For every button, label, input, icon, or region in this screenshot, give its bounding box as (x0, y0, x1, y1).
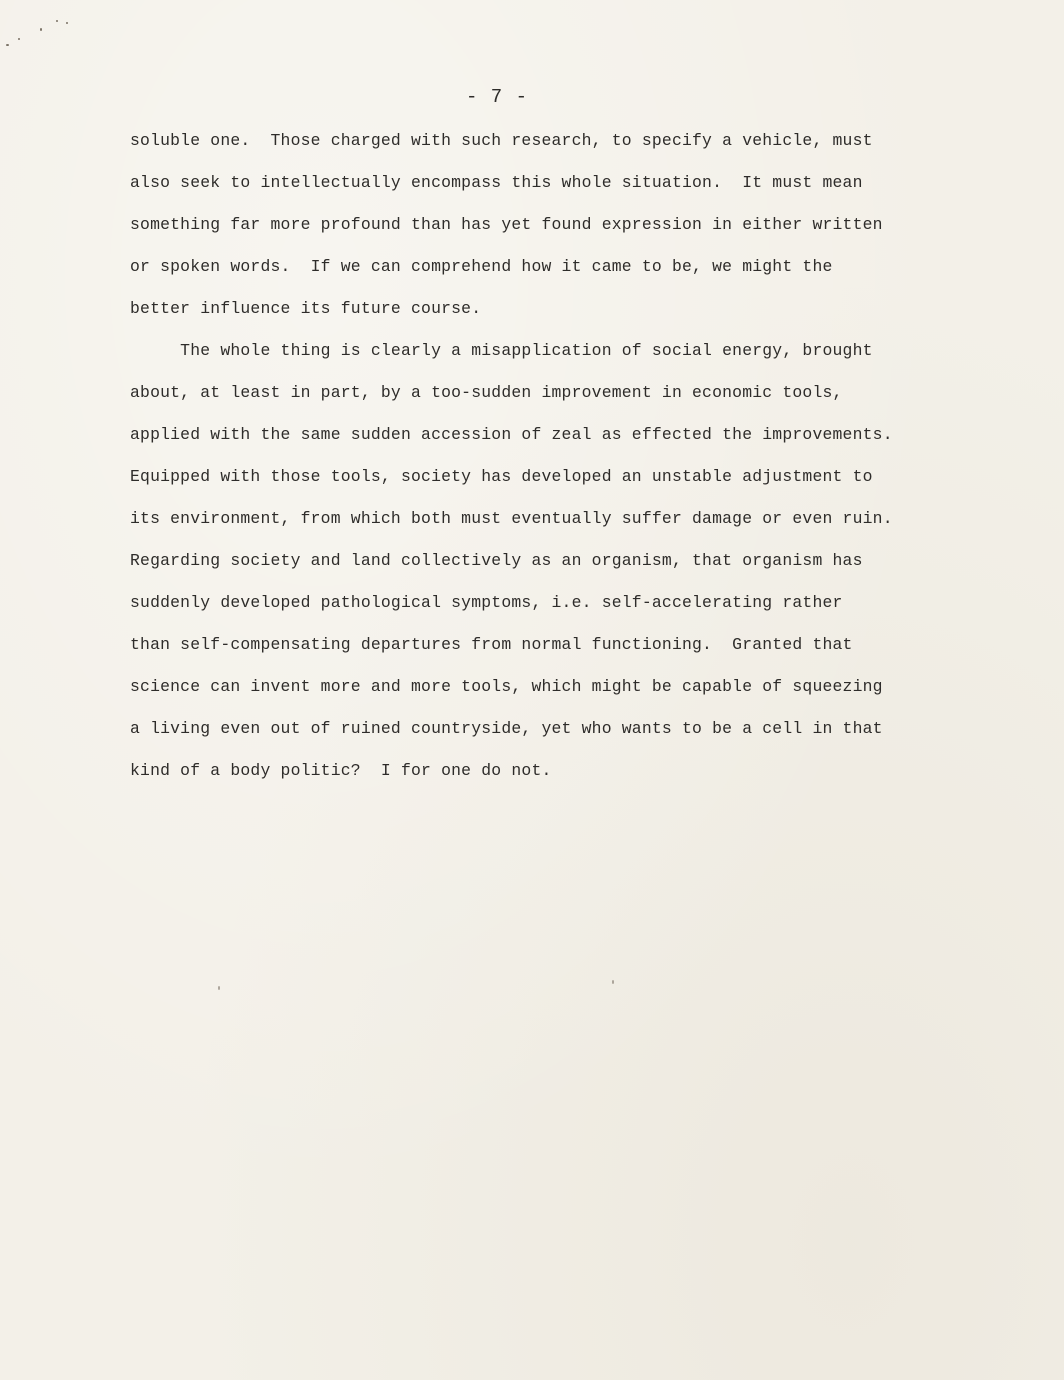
paper-speck (66, 22, 68, 24)
text-line: Regarding society and land collectively as an organism, that organism has (130, 551, 863, 570)
text-line: also seek to intellectually encompass this whole situation. It must mean (130, 173, 863, 192)
text-line: about, at least in part, by a too-sudden improvement in economic tools, (130, 383, 843, 402)
paper-speck (612, 980, 614, 984)
paper-speck (18, 38, 20, 40)
text-line: something far more profound than has yet found expression in either written (130, 215, 883, 234)
paper-speck (6, 44, 9, 46)
text-line: applied with the same sudden accession of zeal as effected the improvements. (130, 425, 893, 444)
text-line: science can invent more and more tools, which might be capable of squeezing (130, 677, 883, 696)
text-line: a living even out of ruined countryside, yet who wants to be a cell in that (130, 719, 883, 738)
page-number: - 7 - (466, 86, 529, 108)
paper-speck (56, 20, 58, 22)
text-line: kind of a body politic? I for one do not. (130, 761, 552, 780)
text-line: soluble one. Those charged with such research, to specify a vehicle, must (130, 131, 873, 150)
text-line: better influence its future course. (130, 299, 482, 318)
text-line: its environment, from which both must eventually suffer damage or even ruin. (130, 509, 893, 528)
text-line: than self-compensating departures from normal functioning. Granted that (130, 635, 853, 654)
text-line: Equipped with those tools, society has developed an unstable adjustment to (130, 467, 873, 486)
paper-speck (40, 28, 42, 31)
paper-speck (218, 986, 220, 990)
text-line: or spoken words. If we can comprehend how it came to be, we might the (130, 257, 833, 276)
body-text (130, 129, 950, 801)
text-line: suddenly developed pathological symptoms, i.e. self-accelerating rather (130, 593, 843, 612)
text-line: The whole thing is clearly a misapplication of social energy, brought (130, 341, 873, 360)
